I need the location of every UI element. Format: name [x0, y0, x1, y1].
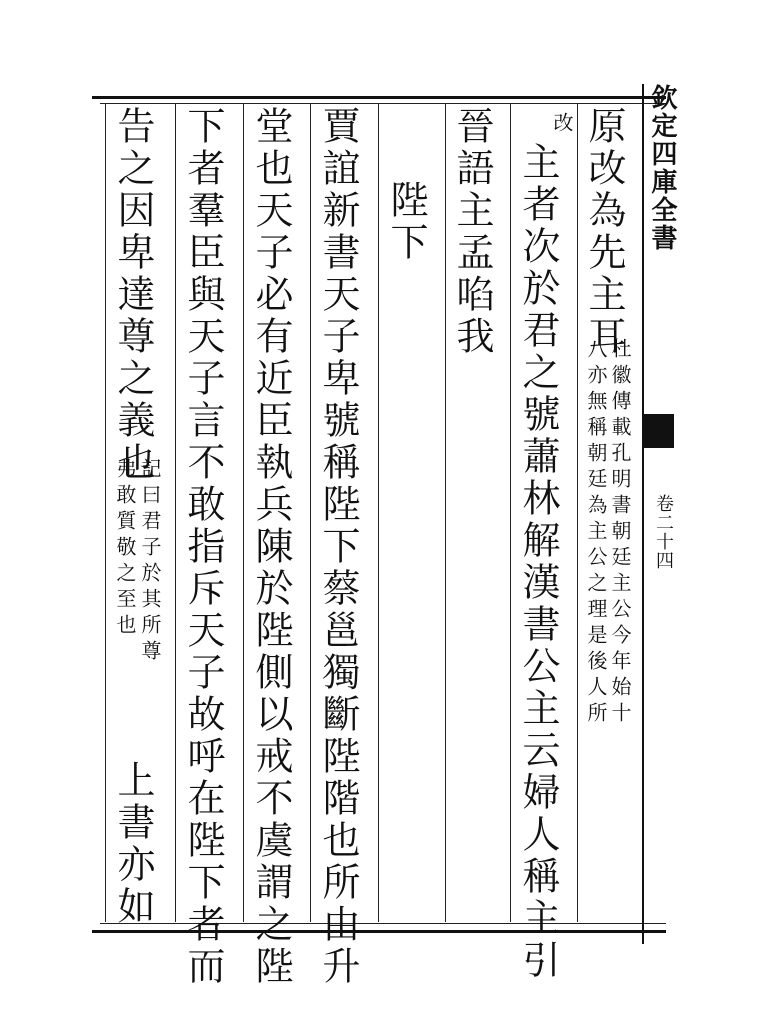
page-spine — [642, 84, 677, 944]
text-column-main: 堂也天子必有近臣執兵陳於陛側以戒不虞謂之陛 — [249, 106, 293, 988]
top-border — [92, 96, 666, 99]
column-rule — [510, 104, 511, 922]
annotation-right: 記曰君子於其所尊 — [138, 458, 162, 666]
column-rule — [105, 104, 106, 922]
book-title: 欽定四庫全書 — [647, 84, 677, 252]
annotation-fragment: 改 — [550, 112, 574, 138]
column-rule — [243, 104, 244, 922]
text-column-main: 告之因卑達尊之義也 — [111, 106, 155, 484]
column-rule — [445, 104, 446, 922]
annotation-left: 八亦無稱朝廷為主公之理是後人所 — [584, 338, 608, 728]
bottom-border — [92, 930, 666, 933]
text-column-tail: 上書亦如 — [111, 760, 155, 928]
spine-rule — [642, 84, 644, 944]
column-rule — [310, 104, 311, 922]
column-rule — [175, 104, 176, 922]
text-column-main: 主者次於君之號蕭林解漢書公主云婦人稱主引 — [516, 142, 560, 982]
text-column-main: 晉語主孟啗我 — [450, 106, 494, 358]
text-column-main: 賈誼新書天子卑號稱陛下蔡邕獨斷陛階也所由升 — [316, 106, 360, 988]
fish-tail-mark — [644, 414, 674, 448]
text-column-main: 原改為先主耳 — [582, 106, 626, 358]
text-column-main: 下者羣臣與天子言不敢指斥天子故呼在陛下者而 — [181, 106, 225, 988]
annotation-right: 杜徽傳載孔明書朝廷主公今年始十 — [608, 338, 632, 728]
column-rule — [378, 104, 379, 922]
column-rule — [577, 104, 578, 922]
section-heading: 陛下 — [384, 180, 428, 264]
annotation-left: 弗敢質敬之至也 — [113, 458, 137, 640]
volume-number: 卷二十四 — [653, 494, 674, 570]
top-border-inner — [100, 103, 666, 104]
